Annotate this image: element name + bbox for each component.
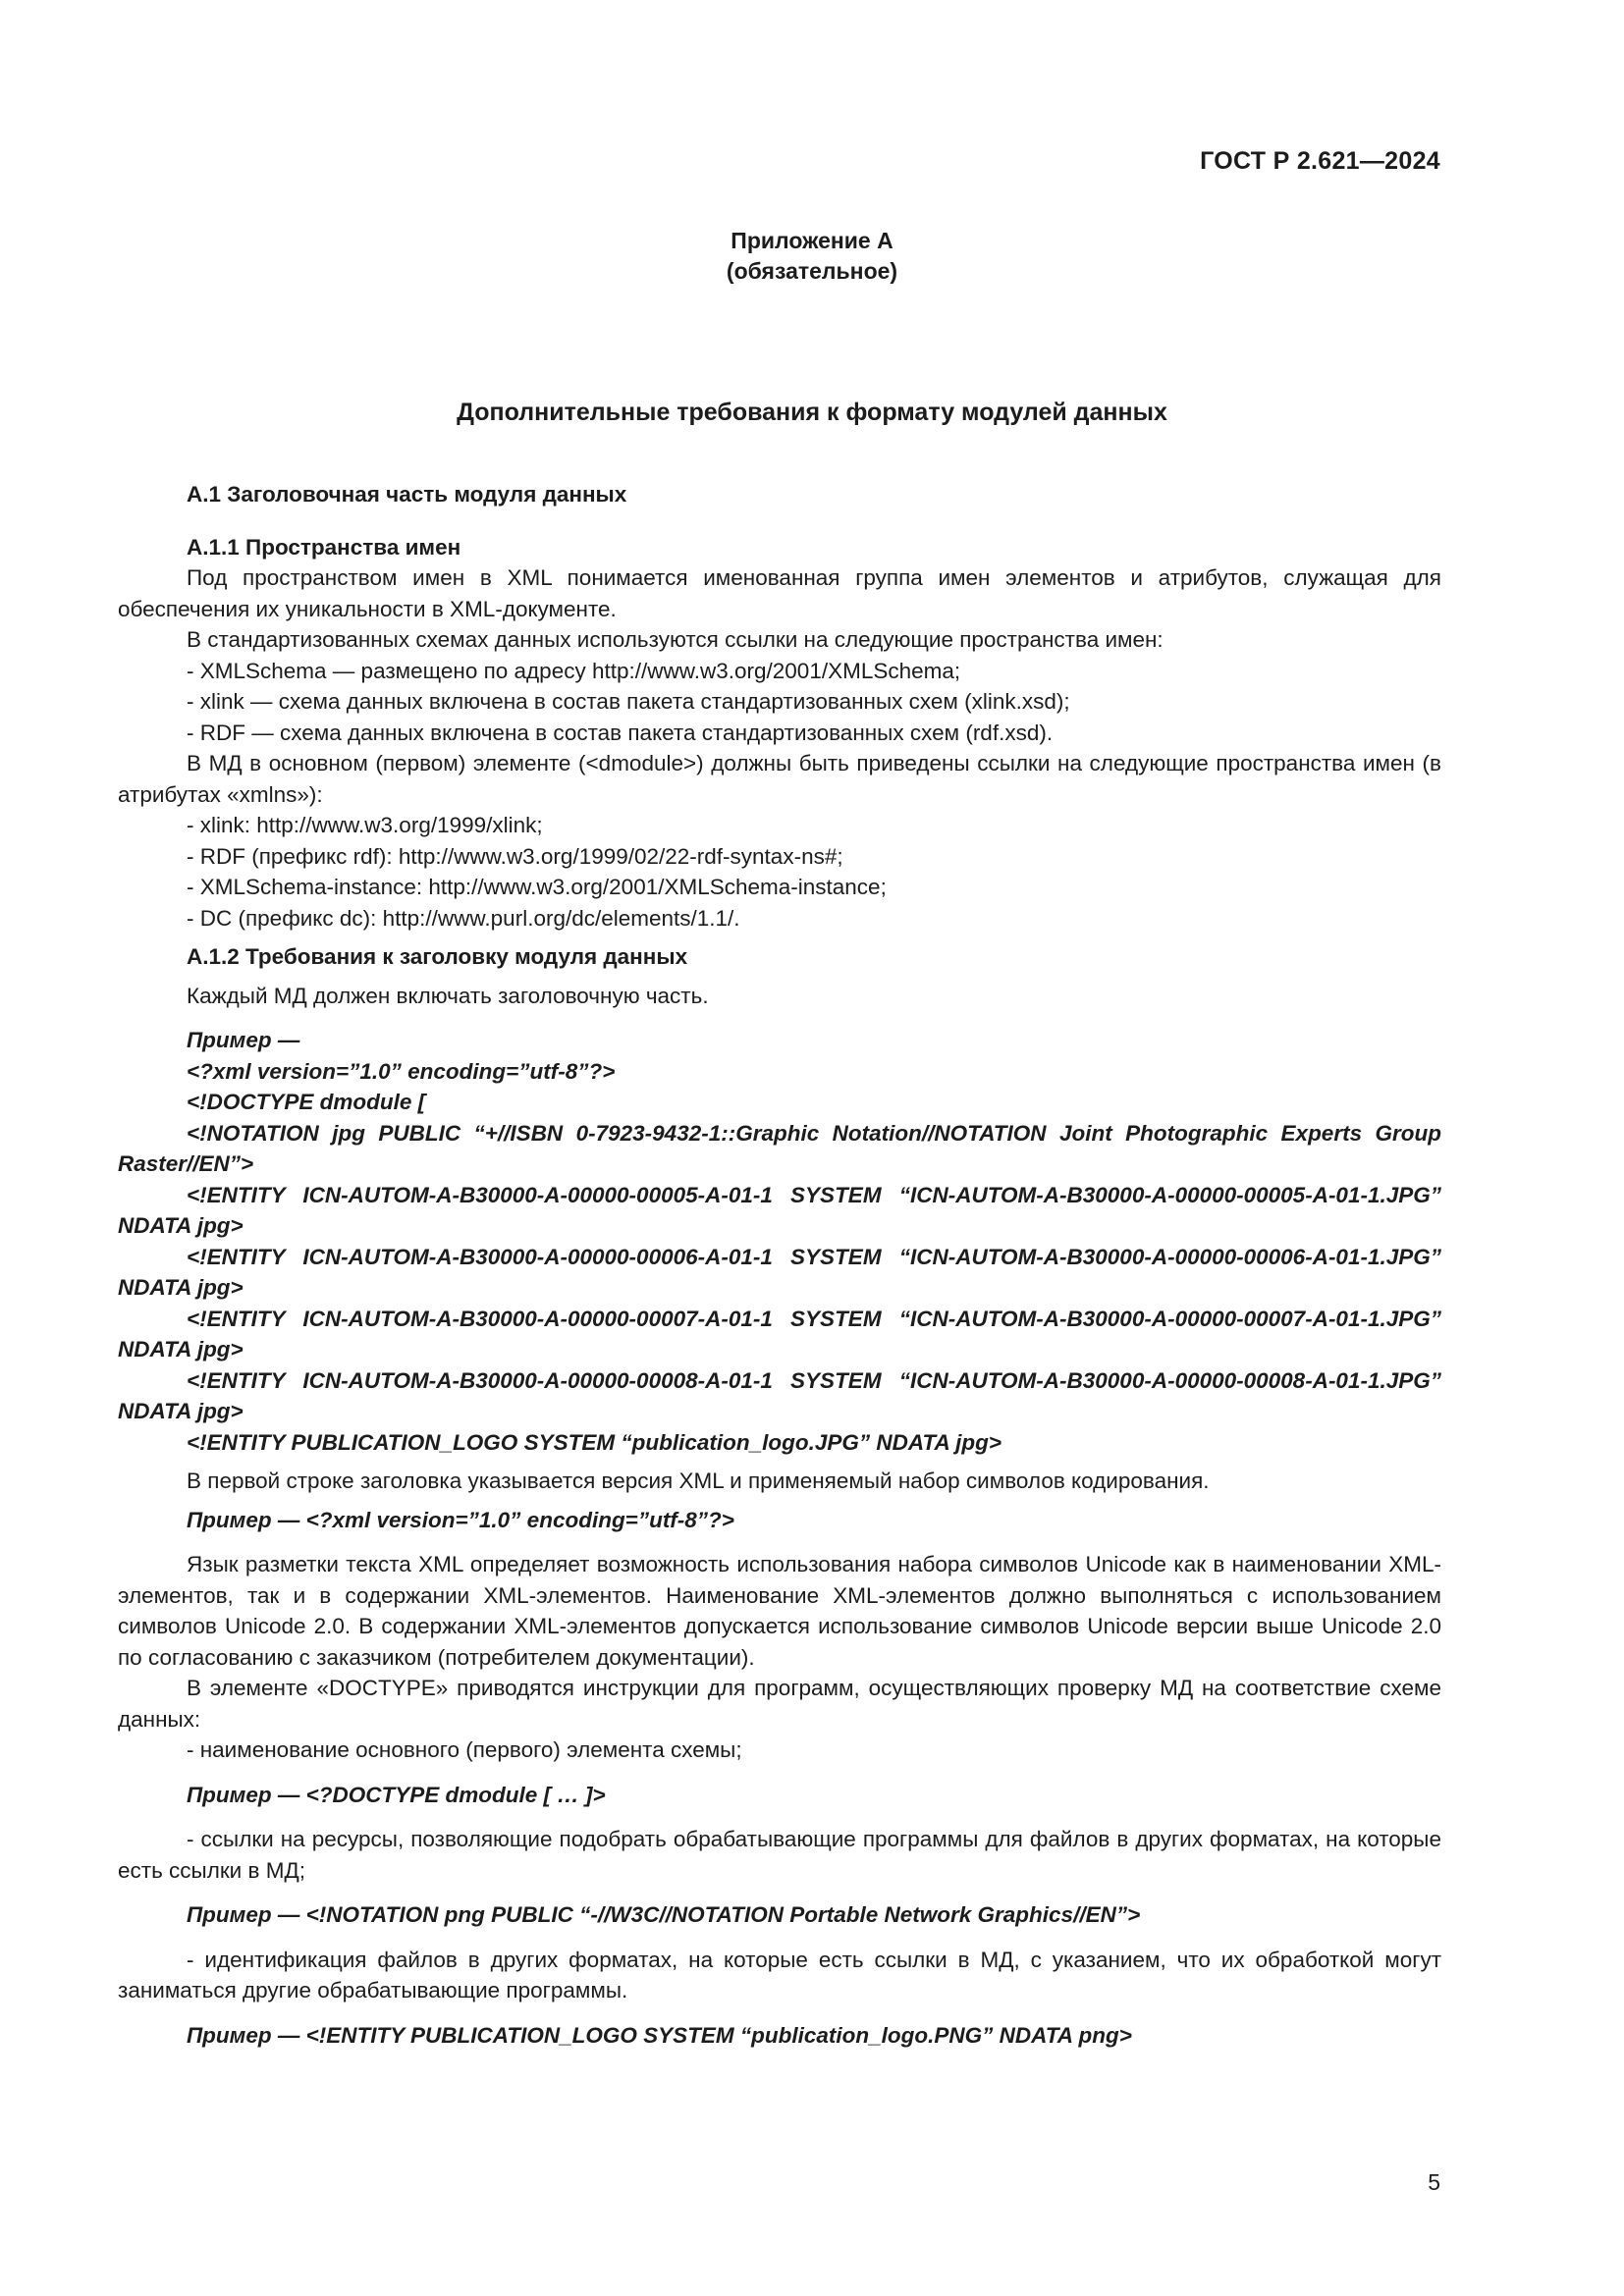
annex-heading (0, 226, 1624, 287)
example-label: Пример — (187, 1028, 300, 1052)
example-line: <!ENTITY ICN-AUTOM-A-B30000-A-00000-00006-A-01-1 SYSTEM “ICN-AUTOM-A-B30000-A-00000-00006-A-01-1.JPG” NDATA jpg> (118, 1244, 1441, 1300)
example-line: <!ENTITY PUBLICATION_LOGO SYSTEM “publication_logo.JPG” NDATA jpg> (187, 1429, 1002, 1455)
example-line: <!ENTITY ICN-AUTOM-A-B30000-A-00000-00007-A-01-1 SYSTEM “ICN-AUTOM-A-B30000-A-00000-00007-A-01-1.JPG” NDATA jpg> (118, 1306, 1441, 1362)
list-item: - наименование основного (первого) элемента схемы; (187, 1737, 742, 1762)
list-item: - DC (префикс dc): http://www.purl.org/dc/elements/1.1/. (187, 905, 740, 931)
example-line: <!ENTITY ICN-AUTOM-A-B30000-A-00000-00005-A-01-1 SYSTEM “ICN-AUTOM-A-B30000-A-00000-00005-A-01-1.JPG” NDATA jpg> (118, 1182, 1441, 1238)
annex-title: Приложение А (731, 228, 893, 253)
example-line: <!DOCTYPE dmodule [ (187, 1090, 426, 1114)
paragraph: В первой строке заголовка указывается версия XML и применяемый набор символов кодирования. (187, 1468, 1210, 1493)
heading-a1: А.1 Заголовочная часть модуля данных (187, 482, 627, 507)
list-item: - XMLSchema-instance: http://www.w3.org/2001/XMLSchema-instance; (187, 875, 887, 899)
list-item: - RDF (префикс rdf): http://www.w3.org/1999/02/22-rdf-syntax-ns#; (187, 843, 843, 869)
list-item: - ссылки на ресурсы, позволяющие подобрать обрабатывающие программы для файлов в других форматах, на которые есть ссылки в МД; (118, 1827, 1441, 1883)
page-number: 5 (1428, 2169, 1440, 2195)
example-line: Пример — <?DOCTYPE dmodule [ … ]> (187, 1782, 606, 1807)
heading-a1-2: А.1.2 Требования к заголовку модуля данных (187, 944, 688, 969)
list-item: - XMLSchema — размещено по адресу http://www.w3.org/2001/XMLSchema; (187, 658, 961, 683)
example-line: Пример — <?xml version=”1.0” encoding=”utf-8”?> (187, 1507, 734, 1532)
section-title: Дополнительные требования к формату модулей данных (457, 399, 1167, 426)
document-body (118, 479, 1441, 2051)
standard-designation: ГОСТ Р 2.621—2024 (1200, 147, 1440, 175)
annex-status: (обязательное) (726, 258, 898, 284)
paragraph: В элементе «DOCTYPE» приводятся инструкции для программ, осуществляющих проверку МД на соответствие схеме данных: (118, 1676, 1441, 1732)
example-line: Пример — <!NOTATION png PUBLIC “-//W3C//NOTATION Portable Network Graphics//EN”> (187, 1902, 1141, 1927)
list-item: - xlink: http://www.w3.org/1999/xlink; (187, 813, 543, 837)
heading-a1-1: А.1.1 Пространства имен (187, 534, 461, 560)
paragraph: Каждый МД должен включать заголовочную часть. (187, 983, 709, 1008)
example-line: <!NOTATION jpg PUBLIC “+//ISBN 0-7923-9432-1::Graphic Notation//NOTATION Joint Photographic Experts Group Raster//EN”> (118, 1120, 1441, 1176)
example-line: <!ENTITY ICN-AUTOM-A-B30000-A-00000-00008-A-01-1 SYSTEM “ICN-AUTOM-A-B30000-A-00000-00008-A-01-1.JPG” NDATA jpg> (118, 1367, 1441, 1423)
list-item: - RDF — схема данных включена в состав пакета стандартизованных схем (rdf.xsd). (187, 720, 1054, 745)
example-line: <?xml version=”1.0” encoding=”utf-8”?> (187, 1058, 616, 1084)
paragraph: В стандартизованных схемах данных используются ссылки на следующие пространства имен: (187, 627, 1164, 652)
paragraph: В МД в основном (первом) элементе (<dmodule>) должны быть приведены ссылки на следующие пространства имен (в атрибутах «xmlns»): (118, 751, 1441, 807)
example-line: Пример — <!ENTITY PUBLICATION_LOGO SYSTEM “publication_logo.PNG” NDATA png> (187, 2022, 1132, 2048)
list-item: - xlink — схема данных включена в состав пакета стандартизованных схем (xlink.xsd); (187, 689, 1070, 714)
paragraph: Язык разметки текста XML определяет возможность использования набора символов Unicode как в наименовании XML-элементов, так и в содержании XML-элементов. Наименование XML-элементов должно выполняться с использованием символов Unicode 2.0. В содержании XML-элементов допускается использование символов Unicode версии выше Unicode 2.0 по согласованию с заказчиком (потребителем документации). (118, 1552, 1441, 1670)
paragraph: Под пространством имен в XML понимается именованная группа имен элементов и атрибутов, служащая для обеспечения их уникальности в XML-документе. (118, 565, 1441, 621)
list-item: - идентификация файлов в других форматах, на которые есть ссылки в МД, с указанием, что их обработкой могут заниматься другие обрабатывающие программы. (118, 1947, 1441, 2002)
